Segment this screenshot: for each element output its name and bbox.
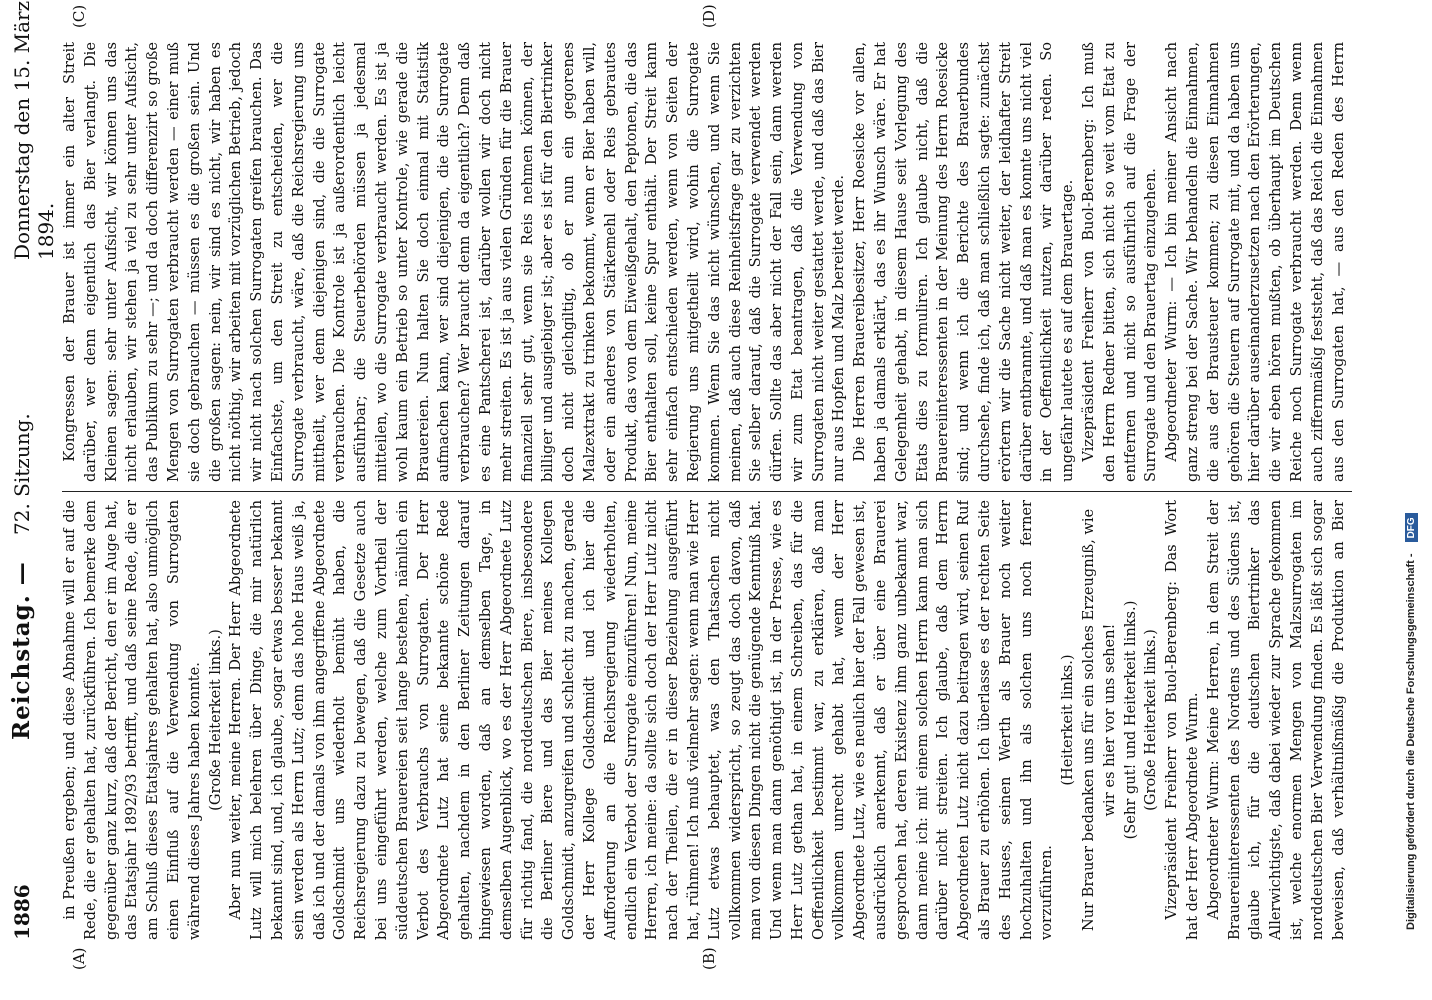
digitization-credit	[1405, 30, 1418, 930]
page-header	[0, 0, 58, 1000]
margin-mark-a: (A)	[70, 947, 88, 970]
speaker-paragraph: Abgeordneter Wurm: — Ich bin meiner Ansicht nach ganz streng bei der Sache. Wir behandeln die Einnahmen, die aus der Brausteuer kommen; zu diesen Einnahmen gehören die Steuern auf Surrogate mit, und da haben uns hier darüber auseinanderzusetzen nach den Erörterungen, die wir eben hören mußten, ob überhaupt im Deutschen Reiche noch Surrogate verbraucht werden. Denn wenn auch ziffernmäßig feststeht, daß das Reich die Einnahmen aus den Surrogaten hat, — aus den Reden des Herrn	[1163, 42, 1347, 482]
speaker-paragraph: Vizepräsident Freiherr von Buol-Berenberg: Das Wort hat der Herr Abgeordnete Wurm.	[1163, 500, 1202, 940]
interjection: (Heiterkeit links.)	[1059, 654, 1077, 786]
paragraph: Nur Brauer bedanken uns für ein solches Erzeugniß, wie wir es hier vor uns sehen!	[1080, 508, 1118, 932]
right-column	[60, 42, 1350, 482]
dfg-logo: DFG	[1405, 513, 1418, 542]
session-date: Donnerstag den 15. März 1894.	[10, 0, 58, 260]
credit-text: Digitalisierung gefördert durch die Deutsche Forschungsgemeinschaft -	[1405, 553, 1417, 930]
page-number: 1886	[10, 884, 34, 940]
paragraph: Kongressen der Brauer ist immer ein alter Streit darüber, wer denn eigentlich das Bier verlangt. Die Kleinen sagen: sehr unter Aufsicht, wir können uns das nicht erlauben, wir stehen ja viel zu sehr unter Aufsicht, das Publikum zu sehr —; und da doch differenzirt so große Mengen von Surrogaten verbraucht werden — einer muß sie doch gebrauchen — müssen es die großen sein. Und die großen sagen: nein, wir sind es nicht, wir haben es nicht nöthig, wir arbeiten mit vorzüglichen Betrieb, jedoch wir nicht nach solchen Surrogaten greifen brauchen. Das Einfachste, um den Streit zu entscheiden, wer die Surrogate verbraucht, wäre, daß die Reichsregierung uns mittheilt, wer denn diejenigen sind, die die Surrogate verbrauchen. Die Kontrole ist ja außerordentlich leicht ausführbar; die Steuerbehörden müssen ja jedesmal mitteilen, wo die Surrogate verbraucht werden. Es ist ja wohl kaum ein Betrieb so unter Kontrole, wie gerade die Brauereien. Nun halten Sie doch einmal mit Statistik aufmachen kann, wer sind diejenigen, die die Surrogate verbrauchen? Wer braucht denn da eigentlich? Denn daß es eine Pantscherei ist, darüber wollen wir doch nicht mehr streiten. Es ist ja aus vielen Gründen für die Brauer finanziell sehr gut, wenn sie Reis nehmen können, der billiger und ausgiebiger ist; aber es ist für den Biertrinker doch nicht gleichgiltig, ob er nun ein gegorenes Malzextrakt zu trinken bekommt, wenn er Bier haben will, oder ein anderes von Stärkemehl oder Reis gebrautes Produkt, das von dem Eiweißgehalt, den Peptonen, die das Bier enthalten soll, keine Spur enthält. Der Streit kann sehr einfach entschieden werden, wenn von Seiten der Regierung uns mitgetheilt wird, wohin die Surrogate kommen. Wenn Sie das nicht wünschen, und wenn Sie meinen, daß auch diese Reinheitsfrage gar zu verzichten Sie selber darauf, daß die Surrogate verwendet werden dürfen. Sollte das aber nicht der Fall sein, dann werden wir zum Etat beantragen, daß die Verwendung von Surrogaten nicht weiter gestattet werde, und daß das Bier nur aus Hopfen und Malz bereitet werde.	[61, 42, 848, 482]
section-title: Reichstag. —	[8, 561, 35, 740]
column-divider	[62, 491, 1352, 492]
margin-mark-c: (C)	[70, 4, 88, 28]
speaker-paragraph: Abgeordneter Wurm: Meine Herren, in dem Streit der Brauereiinteressenten des Nordens und des Südens ist, glaube ich, für die deutschen Biertrinker das Allerwichtigste, daß dabei wieder zur Sprache gekommen ist, welche enormen Mengen von Malzsurrogaten im norddeutschen Bier Verwendung finden. Es läßt sich sogar beweisen, daß verhältnißmäßig die Produktion an Bier	[1204, 500, 1347, 940]
margin-mark-d: (D)	[700, 4, 718, 28]
left-column	[60, 500, 1350, 940]
interjection: (Große Heiterkeit links.)	[206, 629, 224, 811]
interjection: (Große Heiterkeit links.)	[1142, 629, 1160, 811]
paragraph: Aber nun weiter, meine Herren. Der Herr Abgeordnete Lutz will mich belehren über Dinge, die mir natürlich bekannt sind, und, ich glaube, sogar etwas besser bekannt sein werden als Herrn Lutz; denn das hohe Haus weiß ja, daß ich und der damals von ihm angegriffene Abgeordnete Goldschmidt uns wiederholt bemüht haben, die Reichsregierung dazu zu bewegen, daß die Gesetze auch bei uns eingeführt werden, welche zum Vortheil der süddeutschen Brauereien seit lange bestehen, nämlich ein Verbot des Verbrauchs von Surrogaten. Der Herr Abgeordnete Lutz hat seine bekannte schöne Rede gehalten, nachdem in den Berliner Zeitungen darauf hingewiesen worden, daß an demselben Tage, in demselben Augenblick, wo es der Herr Abgeordnete Lutz für richtig fand, die norddeutschen Biere, insbesondere die Berliner Biere und das Bier meines Kollegen Goldschmidt, anzugreifen und schlecht zu machen, gerade der Herr Kollege Goldschmidt und ich hier die Aufforderung an die Reichsregierung wiederholten, endlich ein Verbot der Surrogate einzuführen! Nun, meine Herren, ich meine: da sollte sich doch der Herr Lutz nicht nach der Theilen, die er in dieser Beziehung ausgeführt hat, rühmen! Ich muß vielmehr sagen: wenn man wie Herr Lutz etwas behauptet, was den Thatsachen nicht vollkommen widerspricht, so zeugt das doch davon, daß man von diesen Dingen nicht die genügende Kenntniß hat. Und wenn man dann genöthigt ist, in der Presse, wie es Herr Lutz gethan hat, in einem Schreiben, das für die Oeffentlichkeit bestimmt war, zu erklären, daß man vollkommen unrecht gehabt hat, wenn der Herr Abgeordnete Lutz, wie es neulich hier der Fall gewesen ist, ausdrücklich anerkennt, daß er über eine Brauerei gesprochen hat, deren Existenz ihm ganz unbekannt war, dann meine ich: mit einem solchen Herrn kann man sich darüber nicht streiten. Ich glaube, daß dem Herrn Abgeordneten Lutz nicht dazu beitragen wird, seinen Ruf als Brauer zu erhöhen. Ich überlasse es der rechten Seite des Hauses, seinen Werth als Brauer noch weiter hochzuhalten und ihn als solchen uns noch ferner vorzuführen.	[227, 500, 1056, 940]
paragraph: Die Herren Brauereibesitzer, Herr Roesicke vor allen, haben ja damals erklärt, das es ihr Wunsch wäre. Er hat Gelegenheit gehabt, in diesem Hause seit Vorlegung des Etats dies zu formuliren. Ich glaube nicht, daß die Brauereiinteressenten in der Meinung des Herrn Roesicke sind; und wenn ich die Berichte des Brauerbundes durchsehe, finde ich, daß man schließlich sagte: zunächst erörtern wir die Sache nicht weiter, der leidhafter Streit darüber entbrannte, und daß man es konnte uns nicht viel in der Oeffentlichkeit nutzen, wir darüber reden. So ungefähr lautete es auf dem Brauertage.	[851, 42, 1077, 482]
paragraph: in Preußen ergeben; und diese Abnahme will er auf die Rede, die er gehalten hat, zurückführen. Ich bemerke dem gegenüber ganz kurz, daß der Bericht, den er im Auge hat, das Etatsjahr 1892/93 betrifft, und daß seine Rede, die er am Schluß dieses Etatsjahres gehalten hat, also unmöglich einen Einfluß auf die Verwendung von Surrogaten während dieses Jahres haben konnte.	[61, 500, 203, 940]
speaker-paragraph: Vizepräsident Freiherr von Buol-Berenberg: Ich muß den Herrn Redner bitten, sich nicht so weit vom Etat zu entfernen und nicht so ausführlich auf die Frage der Surrogate und den Brauertag einzugehen.	[1080, 42, 1160, 482]
margin-mark-b: (B)	[700, 947, 718, 970]
session-label: 72. Sitzung.	[10, 413, 34, 535]
interjection: (Sehr gut! und Heiterkeit links.)	[1121, 600, 1139, 840]
